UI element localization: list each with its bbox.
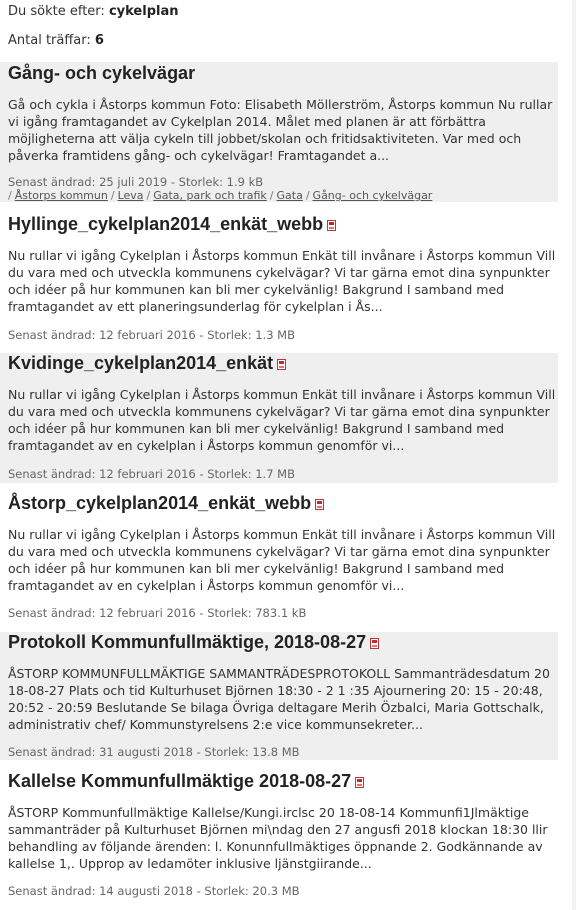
result-4-desc-line-2: du vara med och utveckla kommunens cykelvägar? Vi tar gärna emot dina synpunkter (8, 544, 550, 559)
result-3-desc-line-2: du vara med och utveckla kommunens cykelvägar? Vi tar gärna emot dina synpunkter (8, 404, 550, 419)
result-4-desc-line-4: framtagandet av en cykelplan i Åstorps kommun genomför vi... (8, 578, 405, 593)
result-3-title: Kvidinge_cykelplan2014_enkät (8, 353, 274, 373)
result-6-description (8, 804, 560, 872)
result-4-desc-line-1: Nu rullar vi igång Cykelplan i Åstorps kommun Enkät till invånare i Åstorps kommun Vill (8, 527, 556, 542)
result-6-title: Kallelse Kommunfullmäktige 2018-08-27 (8, 771, 352, 791)
breadcrumb-separator: / (8, 189, 12, 202)
result-2-title-link[interactable] (8, 213, 336, 235)
breadcrumb-link-5[interactable]: Gång- och cykelvägar (312, 189, 433, 202)
result-6-desc-line-4: kallelse 1,. Upprop av ledamöter inklusive ljänstgiirande... (8, 856, 372, 871)
result-4-meta: Senast ändrad: 12 februari 2016 - Storlek: 783.1 kB (8, 606, 307, 620)
hit-count-value: 6 (94, 33, 104, 48)
result-5-desc-line-1: ÅSTORP KOMMUNFULLMÄKTIGE SAMMANTRÄDESPROTOKOLL Sammanträdesdatum 20 (8, 666, 550, 681)
result-2-desc-line-1: Nu rullar vi igång Cykelplan i Åstorps kommun Enkät till invånare i Åstorps kommun Vill (8, 248, 556, 263)
result-6-desc-line-2: sammanträder på Kulturhuset Björnen mi\ndag den 27 angusfi 2018 klockan 18:30 llir (8, 822, 548, 837)
result-1-desc-line-3: möjligheterna att välja cykeln till jobbet/skolan och fritidsaktiviteten. Var med och (8, 131, 522, 146)
hit-count-line (8, 33, 104, 49)
pdf-icon (277, 359, 286, 370)
result-6-desc-line-3: behandling av följande ärenden: l. Konunnfullmäktiges öppnande 2. Godkännande av (8, 839, 543, 854)
result-3-desc-line-3: och idéer på hur kommunen kan bli mer cykelvänlig! Bakgrund I samband med (8, 421, 505, 436)
breadcrumb-separator: / (305, 189, 310, 202)
result-1-meta: Senast ändrad: 25 juli 2019 - Storlek: 1.9 kB (8, 175, 264, 189)
result-4-desc-line-3: och idéer på hur kommunen kan bli mer cykelvänlig! Bakgrund I samband med (8, 561, 505, 576)
result-1-desc-line-4: påverka framtidens gång- och cykelvägar! Framtagandet a... (8, 148, 390, 163)
result-1-title-link[interactable] (8, 62, 195, 84)
result-1-desc-line-1: Gå och cykla i Åstorps kommun Foto: Elisabeth Möllerström, Åstorps kommun Nu rullar (8, 97, 553, 112)
breadcrumb-link-4[interactable]: Gata (276, 189, 303, 202)
pdf-icon (370, 638, 379, 649)
search-query-label: Du sökte efter: (8, 4, 105, 19)
pdf-icon (327, 220, 336, 231)
result-6-title-link[interactable] (8, 770, 364, 792)
result-3-title-link[interactable] (8, 352, 286, 374)
breadcrumb-link-2[interactable]: Leva (117, 189, 144, 202)
result-4-title: Åstorp_cykelplan2014_enkät_webb (8, 493, 312, 513)
result-5-title-link[interactable] (8, 631, 379, 653)
result-2-title: Hyllinge_cykelplan2014_enkät_webb (8, 214, 324, 234)
result-5-desc-line-4: administrativ chef/ Kommunstyrelsens 2:e vice kommunsekreter... (8, 717, 423, 732)
hit-count-label: Antal träffar: (8, 33, 91, 48)
result-1-description (8, 96, 560, 164)
result-2-desc-line-4: framtagandet av ett planeringsunderlag för cykelplan i Ås... (8, 299, 383, 314)
search-query-value: cykelplan (108, 4, 179, 19)
breadcrumb-separator: / (269, 189, 274, 202)
result-2-desc-line-2: du vara med och utveckla kommunens cykelvägar? Vi tar gärna emot dina synpunkter (8, 265, 550, 280)
result-2-description (8, 247, 560, 315)
scrollbar[interactable] (572, 0, 576, 910)
result-5-description (8, 665, 560, 733)
result-5-title: Protokoll Kommunfullmäktige, 2018-08-27 (8, 632, 367, 652)
pdf-icon (315, 499, 324, 510)
result-3-desc-line-1: Nu rullar vi igång Cykelplan i Åstorps kommun Enkät till invånare i Åstorps kommun Vill (8, 387, 556, 402)
result-2-desc-line-3: och idéer på hur kommunen kan bli mer cykelvänlig! Bakgrund I samband med (8, 282, 505, 297)
result-4-title-link[interactable] (8, 492, 324, 514)
result-5-meta: Senast ändrad: 31 augusti 2018 - Storlek: 13.8 MB (8, 745, 300, 759)
breadcrumb-separator: / (146, 189, 151, 202)
result-3-meta: Senast ändrad: 12 februari 2016 - Storlek: 1.7 MB (8, 467, 295, 481)
pdf-icon (355, 777, 364, 788)
breadcrumb-separator: / (110, 189, 115, 202)
result-1-desc-line-2: vi igång framtagandet av Cykelplan 2014. Målet med planen är att förbättra (8, 114, 486, 129)
result-5-desc-line-2: 18-08-27 Plats och tid Kulturhuset Björnen 18:30 - 2 1 :35 Ajournering 20: 15 - 20:48, (8, 683, 543, 698)
result-6-desc-line-1: ÅSTORP Kommunfullmäktige Kallelse/Kungi.irclsc 20 18-08-14 Kommunfi1Jlmäktige (8, 805, 529, 820)
result-6-meta: Senast ändrad: 14 augusti 2018 - Storlek: 20.3 MB (8, 884, 300, 898)
result-3-desc-line-4: framtagandet av en cykelplan i Åstorps kommun genomför vi... (8, 438, 405, 453)
breadcrumb-link-3[interactable]: Gata, park och trafik (153, 189, 267, 202)
result-2-meta: Senast ändrad: 12 februari 2016 - Storlek: 1.3 MB (8, 328, 295, 342)
search-query-line (8, 4, 179, 20)
result-1-breadcrumb (8, 189, 432, 202)
result-1-title: Gång- och cykelvägar (8, 63, 196, 83)
breadcrumb-link-1[interactable]: Åstorps kommun (14, 189, 108, 202)
result-5-desc-line-3: 20:52 - 20:59 Beslutande Se bilaga Övriga deltagare Merih Özbalci, Maria Gottschalk, (8, 700, 544, 715)
result-4-description (8, 526, 560, 594)
result-3-description (8, 386, 560, 454)
